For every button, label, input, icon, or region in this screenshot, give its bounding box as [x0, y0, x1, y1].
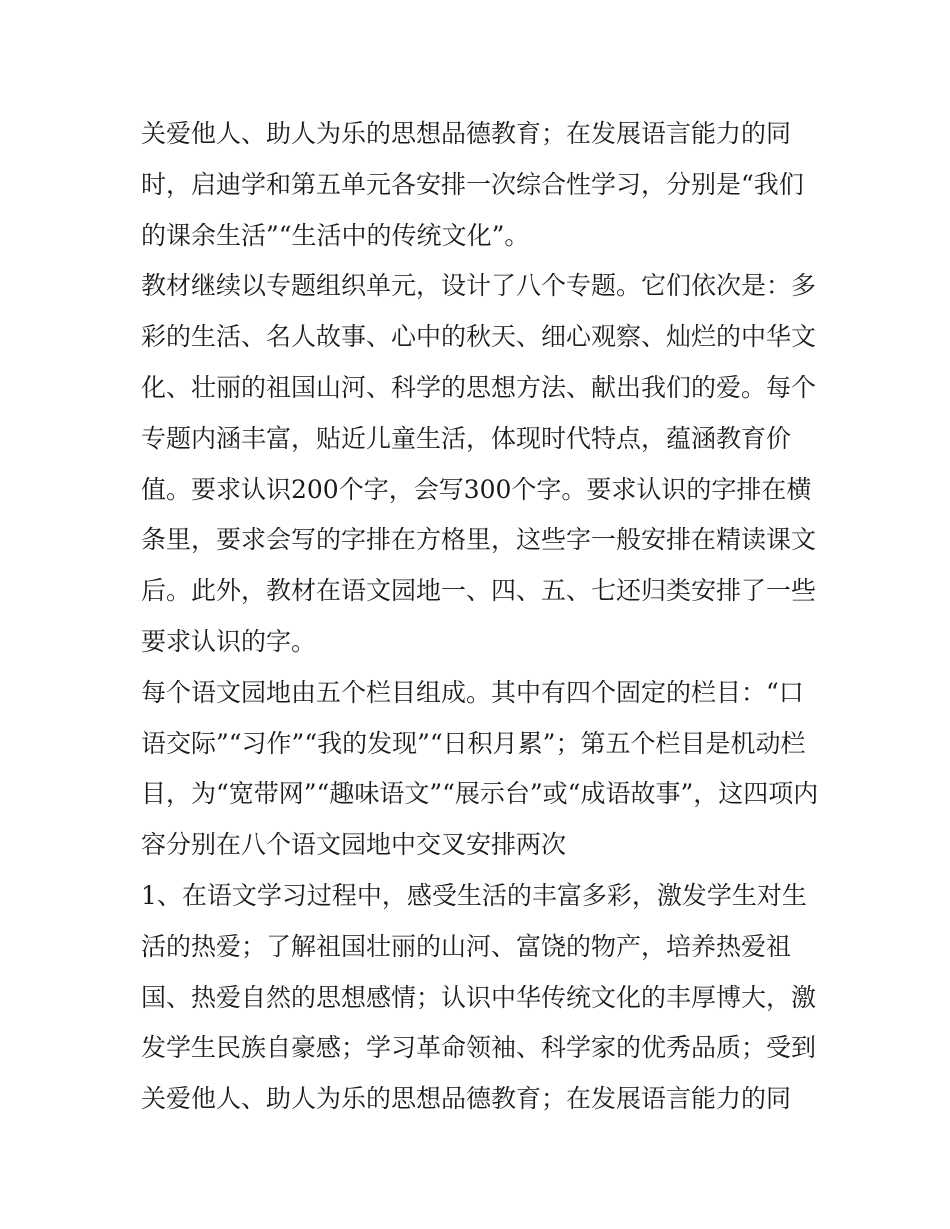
text-line: 彩的生活、名人故事、心中的秋天、细心观察、灿烂的中华文: [141, 322, 817, 352]
text-line: 国、热爱自然的思想感情；认识中华传统文化的丰厚博大，激: [141, 982, 817, 1012]
text-line: 条里，要求会写的字排在方格里，这些字一般安排在精读课文: [141, 525, 817, 555]
text-line: 容分别在八个语文园地中交叉安排两次: [141, 830, 567, 860]
document-body: [141, 109, 819, 1125]
text-line: 值。要求认识200个字，会写300个字。要求认识的字排在横: [141, 474, 812, 504]
text-line: 语交际”“习作”“我的发现”“日积月累”；第五个栏目是机动栏: [141, 728, 806, 758]
text-line: 后。此外，教材在语文园地一、四、五、七还归类安排了一些: [141, 576, 817, 606]
text-line: 目，为“宽带网”“趣味语文”“展示台”或“成语故事”，这四项内: [141, 779, 819, 809]
text-line: 每个语文园地由五个栏目组成。其中有四个固定的栏目：“口: [141, 677, 804, 707]
text-line: 教材继续以专题组织单元，设计了八个专题。它们依次是：多: [141, 271, 817, 301]
text-line: 专题内涵丰富，贴近儿童生活，体现时代特点，蕴涵教育价: [141, 423, 792, 453]
text-line: 要求认识的字。: [141, 626, 317, 656]
text-line: 关爱他人、助人为乐的思想品德教育；在发展语言能力的同: [141, 1084, 792, 1114]
text-line: 发学生民族自豪感；学习革命领袖、科学家的优秀品质；受到: [141, 1033, 817, 1063]
paragraph: [141, 109, 816, 261]
text-line: 关爱他人、助人为乐的思想品德教育；在发展语言能力的同: [141, 119, 792, 148]
text-line: 的课余生活”“生活中的传统文化”。: [141, 220, 530, 250]
text-line: 时，启迪学和第五单元各安排一次综合性学习，分别是“我们: [141, 169, 804, 199]
text-line: 1、在语文学习过程中，感受生活的丰富多彩，激发学生对生: [141, 880, 807, 910]
paragraph: [141, 261, 816, 667]
paragraph: [141, 668, 819, 871]
paragraph: [141, 871, 816, 1125]
text-line: 活的热爱；了解祖国壮丽的山河、富饶的物产，培养热爱祖: [141, 931, 792, 961]
text-line: 化、壮丽的祖国山河、科学的思想方法、献出我们的爱。每个: [141, 372, 817, 402]
